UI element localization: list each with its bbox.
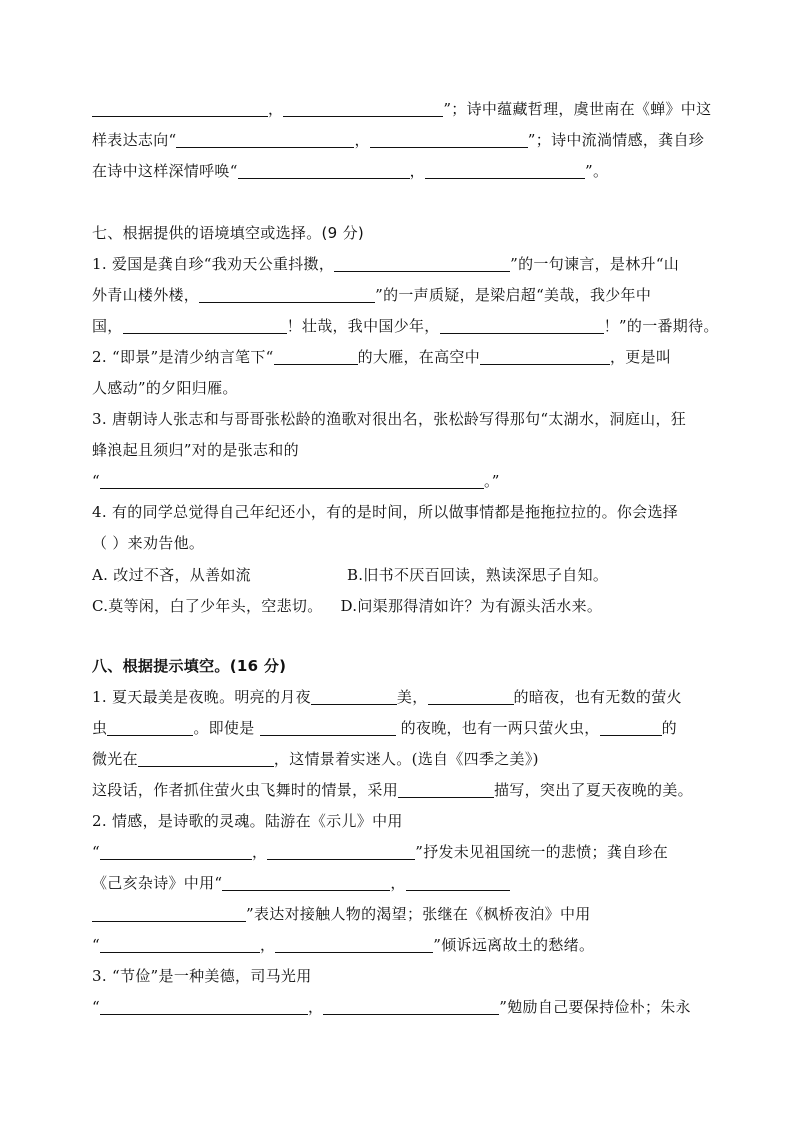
text: ”；诗中流淌情感，龚自珍 xyxy=(527,131,705,149)
answer-blank[interactable] xyxy=(100,998,308,1015)
text: ”倾诉远离故土的愁绪。 xyxy=(433,936,595,954)
text: “ xyxy=(92,472,100,490)
text: “ xyxy=(92,998,100,1016)
answer-blank[interactable] xyxy=(428,688,514,705)
q8-1-line-3 xyxy=(92,748,732,770)
q8-2-line-1: 2. 情感，是诗歌的灵魂。陆游在《示儿》中用 xyxy=(92,812,403,830)
text: 的 xyxy=(661,719,677,737)
text: ！”的一番期待。 xyxy=(603,317,719,335)
text: 1. 夏天最美是夜晚。明亮的月夜 xyxy=(92,688,311,706)
text: ”抒发未见祖国统一的悲愤；龚自珍在 xyxy=(415,843,669,861)
answer-blank[interactable] xyxy=(406,874,510,891)
text: ， xyxy=(409,162,425,180)
text: 的暗夜，也有无数的萤火 xyxy=(513,688,682,706)
text: 。” xyxy=(483,472,500,490)
text: 《己亥杂诗》中用“ xyxy=(92,874,223,892)
text: 这段话，作者抓住萤火虫飞舞时的情景，采用 xyxy=(92,781,399,799)
text: 美， xyxy=(396,688,428,706)
answer-blank[interactable] xyxy=(600,719,662,736)
answer-blank[interactable] xyxy=(92,100,268,117)
poem-line-3 xyxy=(92,160,732,182)
text: ”的一声质疑，是梁启超“美哉，我少年中 xyxy=(375,286,652,304)
q7-4-options-ab xyxy=(92,564,732,586)
text: ， xyxy=(354,131,370,149)
text: “ xyxy=(92,843,100,861)
text: 的大雁，在高空中 xyxy=(357,348,480,366)
text: ， xyxy=(307,998,324,1016)
option-d[interactable]: D.问渠那得清如许？为有源头活水来。 xyxy=(340,597,603,615)
q8-1-line-1 xyxy=(92,686,732,708)
text: ”表达对接触人物的渴望；张继在《枫桥夜泊》中用 xyxy=(246,905,591,923)
q7-4-options-cd xyxy=(92,595,732,617)
q8-1-line-4 xyxy=(92,779,732,801)
text: ， xyxy=(251,843,268,861)
q8-3-line-2 xyxy=(92,996,732,1018)
text: ， xyxy=(259,936,276,954)
answer-blank[interactable] xyxy=(222,874,390,891)
section-8-heading: 八、根据提示填空。(16 分) xyxy=(92,657,287,675)
answer-blank[interactable] xyxy=(440,317,604,334)
text: ”勉励自己要保持俭朴；朱永 xyxy=(499,998,691,1016)
text: ！壮哉，我中国少年， xyxy=(286,317,440,335)
poem-line-1 xyxy=(92,98,732,120)
answer-blank[interactable] xyxy=(311,688,397,705)
text: “ xyxy=(92,936,100,954)
q7-4-line-2[interactable]: （ ）来劝告他。 xyxy=(92,534,205,552)
answer-blank[interactable] xyxy=(238,162,410,179)
text: ，更是叫 xyxy=(610,348,672,366)
q8-2-line-2 xyxy=(92,841,732,863)
text: 样表达志向“ xyxy=(92,131,177,149)
q8-2-line-5 xyxy=(92,934,732,956)
text: 虫 xyxy=(92,719,108,737)
poem-line-2 xyxy=(92,129,732,151)
text: 。即使是 xyxy=(193,719,260,737)
answer-blank[interactable] xyxy=(123,317,287,334)
text: 国， xyxy=(92,317,123,335)
answer-blank[interactable] xyxy=(267,843,415,860)
answer-blank[interactable] xyxy=(138,750,274,767)
q8-1-line-2 xyxy=(92,717,732,739)
answer-blank[interactable] xyxy=(274,348,358,365)
q7-1-line-3 xyxy=(92,315,732,337)
text: 1. 爱国是龚自珍“我劝天公重抖擞， xyxy=(92,255,335,273)
answer-blank[interactable] xyxy=(260,719,396,736)
q8-3-line-1: 3. “节俭”是一种美德，司马光用 xyxy=(92,967,312,985)
option-b[interactable]: B.旧书不厌百回读，熟读深思子自知。 xyxy=(346,566,609,584)
text: 2. “即景”是清少纳言笔下“ xyxy=(92,348,274,366)
answer-blank[interactable] xyxy=(199,286,375,303)
text: 外青山楼外楼， xyxy=(92,286,200,304)
answer-blank[interactable] xyxy=(370,131,528,148)
answer-blank[interactable] xyxy=(334,255,510,272)
answer-blank[interactable] xyxy=(176,131,354,148)
text: ”；诗中蕴藏哲理，虞世南在《蝉》中这 xyxy=(443,100,712,118)
q7-3-line-1: 3. 唐朝诗人张志和与哥哥张松龄的渔歌对很出名，张松龄写得那句“太湖水，洞庭山，狂 xyxy=(92,410,687,428)
text: 在诗中这样深情呼唤“ xyxy=(92,162,238,180)
answer-blank[interactable] xyxy=(398,781,494,798)
answer-blank[interactable] xyxy=(100,843,252,860)
answer-blank[interactable] xyxy=(283,100,443,117)
q7-1-line-1 xyxy=(92,253,732,275)
answer-blank[interactable] xyxy=(100,472,484,489)
answer-blank[interactable] xyxy=(100,936,260,953)
text: ”。 xyxy=(584,162,609,180)
answer-blank[interactable] xyxy=(425,162,585,179)
answer-blank[interactable] xyxy=(107,719,193,736)
answer-blank[interactable] xyxy=(480,348,610,365)
q7-1-line-2 xyxy=(92,284,732,306)
option-a[interactable]: A. 改过不吝，从善如流 xyxy=(92,566,251,584)
text: ，这情景着实迷人。(选自《四季之美》) xyxy=(273,750,539,768)
section-7-heading: 七、根据提供的语境填空或选择。(9 分) xyxy=(92,224,365,242)
text: ， xyxy=(268,100,284,118)
text: 微光在 xyxy=(92,750,138,768)
q7-3-line-2: 蜂浪起且须归”对的是张志和的 xyxy=(92,441,299,459)
answer-blank[interactable] xyxy=(323,998,499,1015)
text: ”的一句谏言，是林升“山 xyxy=(510,255,680,273)
q7-4-line-1: 4. 有的同学总觉得自己年纪还小，有的是时间，所以做事情都是拖拖拉拉的。你会选择 xyxy=(92,503,679,521)
answer-blank[interactable] xyxy=(92,905,246,922)
text: ， xyxy=(390,874,406,892)
option-c[interactable]: C.莫等闲，白了少年头，空悲切。 xyxy=(92,597,323,615)
text: 描写，突出了夏天夜晚的美。 xyxy=(494,781,693,799)
q7-2-line-1 xyxy=(92,346,732,368)
q8-2-line-4 xyxy=(92,903,732,925)
answer-blank[interactable] xyxy=(275,936,433,953)
text: 的夜晚，也有一两只萤火虫， xyxy=(395,719,600,737)
q7-3-line-3 xyxy=(92,470,732,492)
q7-2-line-2: 人感动”的夕阳归雁。 xyxy=(92,379,238,397)
q8-2-line-3 xyxy=(92,872,732,894)
